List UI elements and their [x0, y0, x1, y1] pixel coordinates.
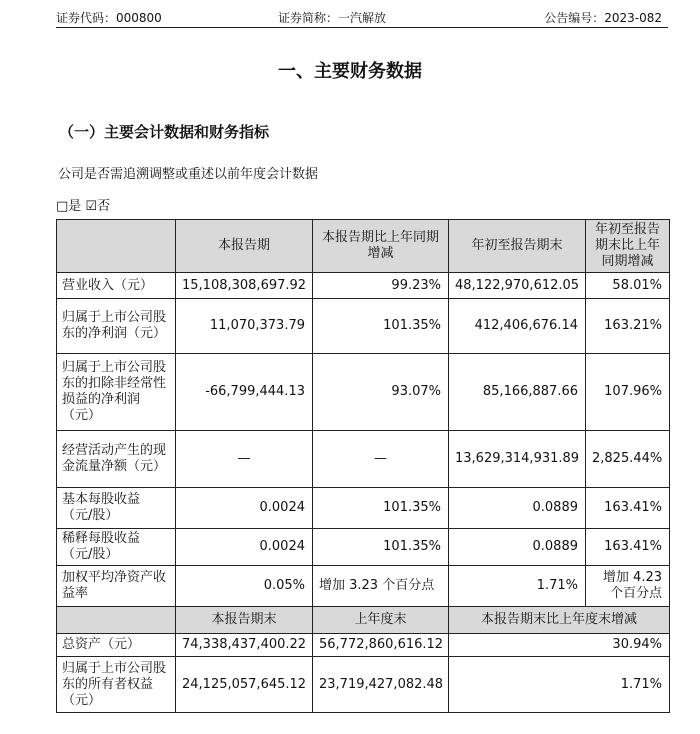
- announcement-number: 公告编号：2023-082: [544, 11, 662, 25]
- table-cell-stacked: [586, 566, 670, 607]
- table-cell: 2,825.44%: [586, 431, 670, 488]
- section-title: （一）主要会计数据和财务指标: [59, 123, 270, 141]
- table-row: [57, 273, 670, 299]
- table-row: [57, 299, 670, 354]
- header-cell: 本报告期末: [176, 607, 313, 634]
- table-cell: 0.05%: [176, 566, 313, 607]
- table-cell: 85,166,887.66: [449, 354, 586, 431]
- table-cell: 99.23%: [313, 273, 449, 299]
- table-cell: 412,406,676.14: [449, 299, 586, 354]
- table-cell: 163.41%: [586, 529, 670, 566]
- table-cell: 24,125,057,645.12: [176, 657, 313, 713]
- row-label: 营业收入（元）: [57, 273, 176, 299]
- table-row: [57, 488, 670, 529]
- header-cell: 年初至报告期末比上年同期增减: [586, 220, 670, 273]
- header-blank-cell: [57, 220, 176, 273]
- table-cell: 11,070,373.79: [176, 299, 313, 354]
- table-header-row: [57, 220, 670, 273]
- row-label: 经营活动产生的现金流量净额（元）: [57, 431, 176, 488]
- table-cell: 48,122,970,612.05: [449, 273, 586, 299]
- stacked-line: 个百分点: [609, 586, 662, 601]
- table-cell: 107.96%: [586, 354, 670, 431]
- table-cell: 1.71%: [449, 657, 670, 713]
- header-cell: 年初至报告期末: [449, 220, 586, 273]
- row-label: 归属于上市公司股东的扣除非经常性损益的净利润（元）: [57, 354, 176, 431]
- table-cell: 101.35%: [313, 299, 449, 354]
- table2-header-row: [57, 607, 670, 634]
- table-cell: —: [313, 431, 449, 488]
- table-cell: 15,108,308,697.92: [176, 273, 313, 299]
- table-cell: 30.94%: [449, 634, 670, 657]
- row-label: 加权平均净资产收益率: [57, 566, 176, 607]
- table-row: [57, 529, 670, 566]
- page-title: 一、主要财务数据: [278, 61, 422, 82]
- page-header: [56, 7, 668, 28]
- table-row: [57, 566, 670, 607]
- table-cell: 1.71%: [449, 566, 586, 607]
- restatement-question: 公司是否需追溯调整或重述以前年度会计数据: [58, 167, 319, 182]
- row-label: 归属于上市公司股东的所有者权益（元）: [57, 657, 176, 713]
- table-cell: 74,338,437,400.22: [176, 634, 313, 657]
- row-label: 基本每股收益（元/股）: [57, 488, 176, 529]
- table-cell: 58.01%: [586, 273, 670, 299]
- row-label: 归属于上市公司股东的净利润（元）: [57, 299, 176, 354]
- header-cell: 本报告期比上年同期增减: [313, 220, 449, 273]
- table-cell: 93.07%: [313, 354, 449, 431]
- table-cell: 101.35%: [313, 488, 449, 529]
- table-row: [57, 431, 670, 488]
- row-label: 总资产（元）: [57, 634, 176, 657]
- table-cell: 163.41%: [586, 488, 670, 529]
- table-cell: 0.0889: [449, 488, 586, 529]
- table-cell: 0.0024: [176, 529, 313, 566]
- restatement-options: □是 ☑否: [56, 199, 111, 214]
- table-row: [57, 354, 670, 431]
- header-cell: 上年度末: [313, 607, 449, 634]
- financial-data-table: [56, 219, 670, 713]
- header-blank-cell: [57, 607, 176, 634]
- header-cell: 本报告期: [176, 220, 313, 273]
- table-cell: 101.35%: [313, 529, 449, 566]
- stock-name: 证券简称：一汽解放: [278, 11, 387, 25]
- table-cell: 163.21%: [586, 299, 670, 354]
- row-label: 稀释每股收益（元/股）: [57, 529, 176, 566]
- table-row: [57, 634, 670, 657]
- table-cell: 23,719,427,082.48: [313, 657, 449, 713]
- stock-code: 证券代码：000800: [56, 11, 162, 25]
- table-cell: 0.0024: [176, 488, 313, 529]
- table-row: [57, 657, 670, 713]
- stacked-line: 增加 4.23: [602, 570, 662, 585]
- table-cell: 56,772,860,616.12: [313, 634, 449, 657]
- table-cell: 0.0889: [449, 529, 586, 566]
- table-cell: 13,629,314,931.89: [449, 431, 586, 488]
- table-cell: 增加 3.23 个百分点: [313, 566, 449, 607]
- header-cell: 本报告期末比上年度末增减: [449, 607, 670, 634]
- table-cell: -66,799,444.13: [176, 354, 313, 431]
- table-cell: —: [176, 431, 313, 488]
